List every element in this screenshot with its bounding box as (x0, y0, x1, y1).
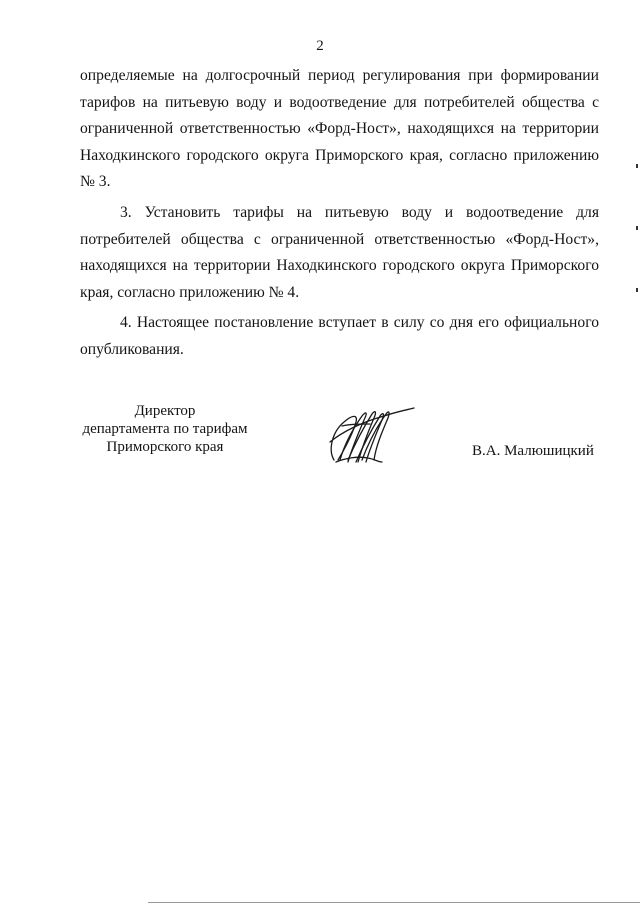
signatory-title (60, 402, 270, 456)
paragraph-line: № 3. (80, 173, 111, 191)
body-text (80, 63, 599, 364)
scan-edge-mark (636, 164, 638, 168)
handwritten-signature (322, 402, 418, 466)
paragraph-line: находящихся на территории Находкинского городского округа Приморского (80, 257, 599, 275)
paragraph-line: определяемые на долгосрочный период регулирования при формировании (80, 67, 599, 84)
page-number: 2 (316, 38, 324, 54)
signatory-title-line: Директор (134, 403, 196, 419)
paragraph-line: края, согласно приложению № 4. (80, 283, 300, 301)
paragraph-line: 4. Настоящее постановление вступает в силу со дня его официального (120, 314, 599, 332)
signatory-title-line: департамента по тарифам (82, 421, 248, 437)
signatory-title-line: Приморского края (106, 439, 224, 455)
scan-edge-mark (636, 226, 638, 230)
paragraph-line: опубликования. (80, 340, 184, 358)
signatory-name: В.А. Малюшицкий (472, 443, 594, 459)
paragraph-line: ограниченной ответственностью «Форд-Ност», находящихся на территории (80, 120, 599, 138)
paragraph-line: Находкинского городского округа Приморского края, согласно приложению (80, 146, 599, 164)
paragraph-line: 3. Установить тарифы на питьевую воду и водоотведение для (120, 203, 599, 221)
paragraph-line: тарифов на питьевую воду и водоотведение для потребителей общества с (80, 93, 599, 111)
paragraph-line: потребителей общества с ограниченной ответственностью «Форд-Ност», (80, 230, 599, 248)
scan-edge-mark (636, 288, 638, 292)
scan-edge-line (148, 902, 640, 903)
